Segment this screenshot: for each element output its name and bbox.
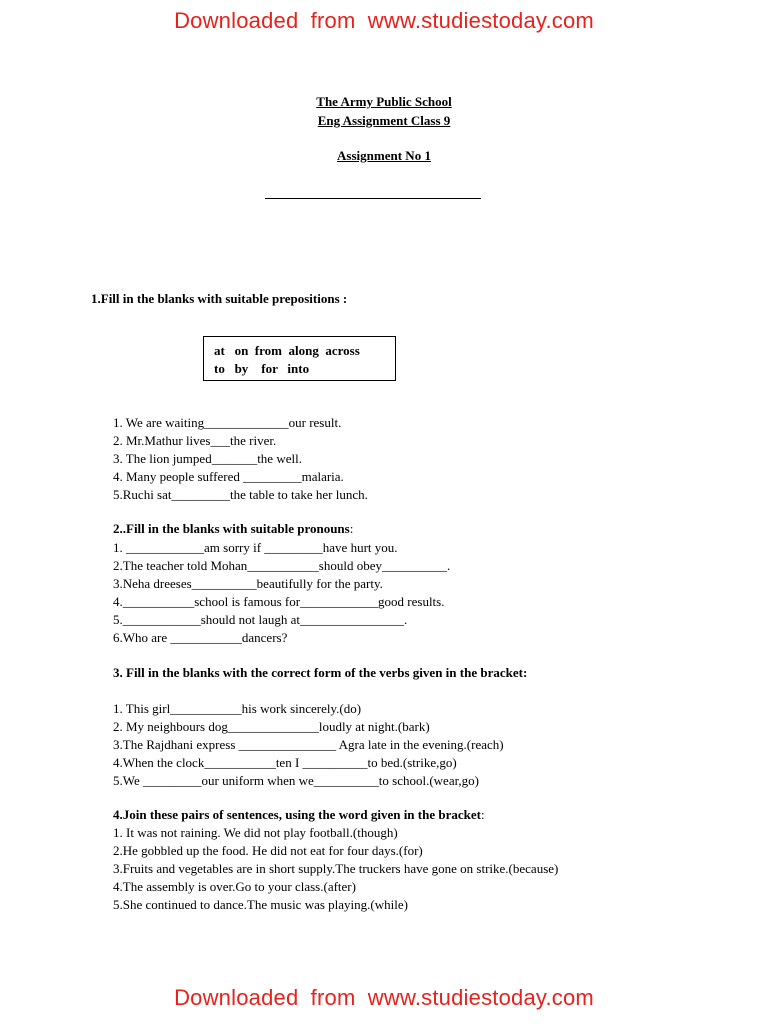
list-item: 5.Ruchi sat_________the table to take her lunch. [113,487,368,502]
q2-heading-colon: : [349,521,354,536]
list-item: 3.The Rajdhani express _______________ Agra late in the evening.(reach) [113,737,504,752]
word-box [203,336,396,381]
q2-items [113,539,450,647]
q1-heading: 1.Fill in the blanks with suitable prepositions : [91,291,348,306]
list-item: 3. The lion jumped_______the well. [113,451,302,466]
list-item: 1. We are waiting_____________our result. [113,415,342,430]
q3-items [113,700,504,790]
q4-heading [113,807,485,823]
list-item: 2. My neighbours dog______________loudly at night.(bark) [113,719,430,734]
list-item: 2.The teacher told Mohan___________should obey__________. [113,558,451,573]
q4-items [113,824,558,914]
list-item: 1. This girl___________his work sincerely.(do) [113,701,362,716]
q3-heading: 3. Fill in the blanks with the correct form of the verbs given in the bracket: [113,665,528,680]
list-item: 1. ____________am sorry if _________have hurt you. [113,540,398,555]
watermark-banner-bottom: Downloaded from www.studiestoday.com [174,985,594,1010]
list-item: 2. Mr.Mathur lives___the river. [113,433,277,448]
list-item: 2.He gobbled up the food. He did not eat for four days.(for) [113,843,423,858]
list-item: 5.____________should not laugh at________________. [113,612,408,627]
q4-heading-colon: : [480,807,485,822]
list-item: 4. Many people suffered _________malaria. [113,469,344,484]
watermark-banner-top: Downloaded from www.studiestoday.com [174,8,594,33]
word-box-line: to by for into [214,361,310,376]
list-item: 6.Who are ___________dancers? [113,630,288,645]
q2-heading [113,521,353,537]
list-item: 4.When the clock___________ten I __________to bed.(strike,go) [113,755,457,770]
q4-heading-text: 4.Join these pairs of sentences, using the word given in the bracket [113,807,481,822]
list-item: 3.Fruits and vegetables are in short supply.The truckers have gone on strike.(because) [113,861,559,876]
list-item: 1. It was not raining. We did not play football.(though) [113,825,398,840]
q1-items [113,414,368,504]
word-box-line: at on from along across [214,343,360,358]
list-item: 4.The assembly is over.Go to your class.(after) [113,879,356,894]
list-item: 5.We _________our uniform when we__________to school.(wear,go) [113,773,479,788]
school-name: The Army Public School [316,94,452,109]
q2-heading-text: 2..Fill in the blanks with suitable pronouns [113,521,350,536]
list-item: 4.___________school is famous for____________good results. [113,594,445,609]
assignment-number: Assignment No 1 [337,148,431,163]
list-item: 3.Neha dreeses__________beautifully for the party. [113,576,383,591]
header-divider [265,198,481,199]
assignment-class-title: Eng Assignment Class 9 [317,113,451,128]
list-item: 5.She continued to dance.The music was playing.(while) [113,897,408,912]
